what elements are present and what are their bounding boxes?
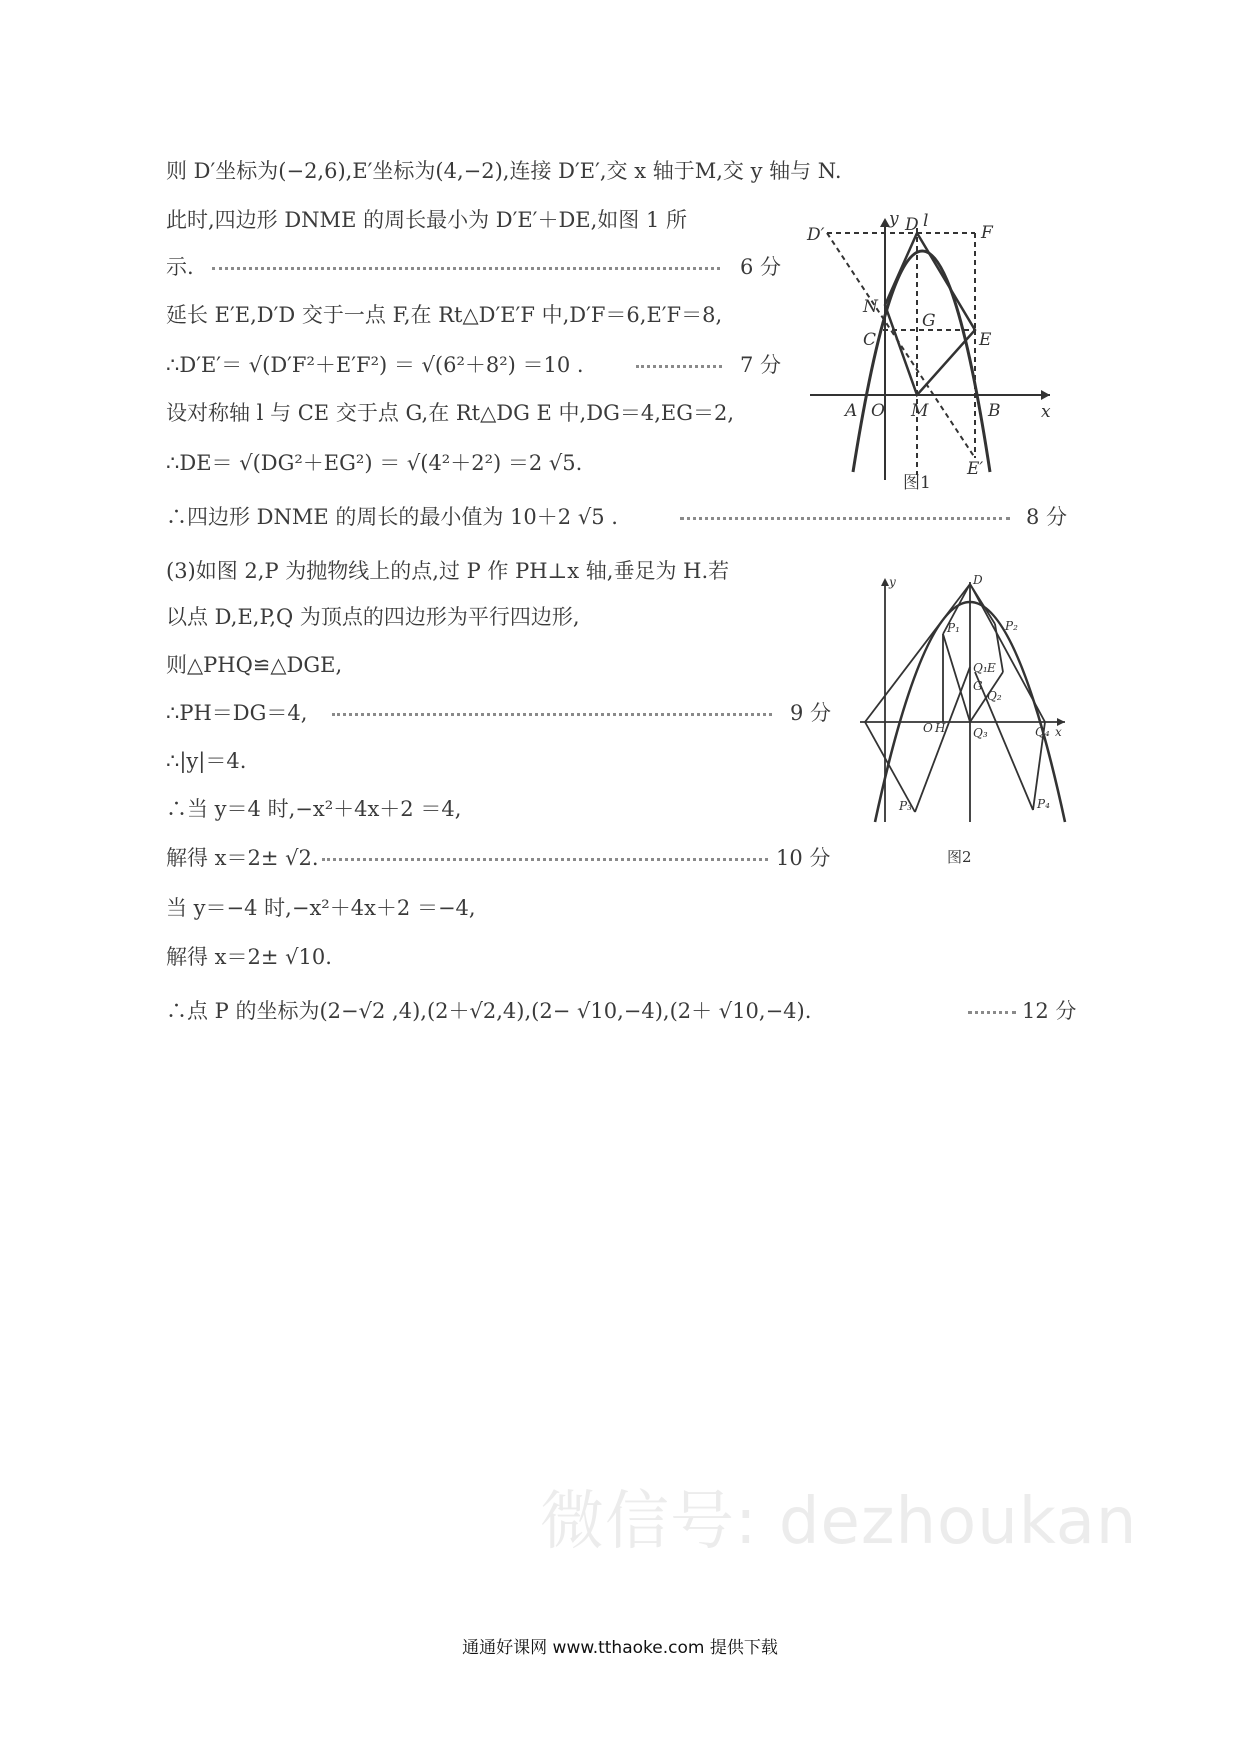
solution-line-10: 以点 D,E,P,Q 为顶点的四边形为平行四边形, bbox=[166, 605, 580, 629]
fig1-label-Dp: D′ bbox=[807, 225, 825, 245]
fig1-label-D: D bbox=[905, 215, 919, 235]
parabola bbox=[853, 251, 990, 472]
x-arrow bbox=[1041, 390, 1050, 400]
fig1-label-F: F bbox=[981, 223, 993, 243]
fig2-label-Q3: Q₃ bbox=[973, 726, 988, 740]
solution-line-16: 当 y＝−4 时,−x²＋4x＋2 ＝−4, bbox=[166, 896, 476, 920]
fig1-label-Ep: E′ bbox=[967, 459, 984, 479]
fig1-label-E: E bbox=[979, 330, 992, 350]
dot-leader bbox=[680, 517, 1010, 520]
solution-line-18: ∴点 P 的坐标为(2−√2 ,4),(2＋√2,4),(2− √10,−4),(2＋ √10,−4). bbox=[166, 999, 812, 1023]
fig1-label-N: N bbox=[863, 297, 878, 317]
solution-line-14: ∴当 y＝4 时,−x²＋4x＋2 ＝4, bbox=[166, 797, 462, 821]
solution-line-11: 则△PHQ≌△DGE, bbox=[166, 653, 343, 677]
line-Q2P2 bbox=[995, 624, 1003, 672]
fig2-label-x: x bbox=[1055, 725, 1062, 739]
score-8: 8 分 bbox=[1026, 505, 1068, 529]
solution-line-15: 解得 x＝2± √2. bbox=[166, 846, 319, 870]
dot-leader bbox=[332, 713, 772, 716]
score-7: 7 分 bbox=[740, 353, 782, 377]
fig1-label-O: O bbox=[871, 401, 885, 421]
y-arrow bbox=[881, 578, 889, 586]
solution-line-12: ∴PH＝DG＝4, bbox=[166, 701, 308, 725]
fig2-caption: 图2 bbox=[947, 848, 972, 866]
figure-1 bbox=[805, 210, 1055, 495]
score-9: 9 分 bbox=[790, 701, 832, 725]
fig2-label-H: H bbox=[935, 721, 946, 735]
fig2-label-P3: P₃ bbox=[899, 799, 912, 813]
solution-line-9: (3)如图 2,P 为抛物线上的点,过 P 作 PH⊥x 轴,垂足为 H.若 bbox=[166, 559, 730, 583]
solution-line-17: 解得 x＝2± √10. bbox=[166, 945, 332, 969]
fig2-label-P2: P₂ bbox=[1005, 619, 1018, 633]
solution-line-4: 延长 E′E,D′D 交于一点 F,在 Rt△D′E′F 中,D′F＝6,E′F＝8, bbox=[166, 303, 723, 327]
fig2-label-Q1: Q₁ bbox=[973, 661, 988, 675]
fig2-label-P4: P₄ bbox=[1037, 797, 1050, 811]
fig1-label-C: C bbox=[863, 330, 877, 350]
solution-line-6: 设对称轴 l 与 CE 交于点 G,在 Rt△DG E 中,DG＝4,EG＝2, bbox=[166, 401, 735, 425]
solution-line-5: ∴D′E′＝ √(D′F²＋E′F²) ＝ √(6²＋8²) ＝10 . bbox=[166, 353, 584, 377]
fig2-label-P1: P₁ bbox=[947, 621, 960, 635]
dot-leader bbox=[212, 267, 720, 270]
line-Q4D bbox=[865, 584, 970, 722]
fig1-label-G: G bbox=[922, 311, 936, 331]
fig2-label-Q4: Q₄ bbox=[1035, 725, 1050, 739]
fig2-label-D: D bbox=[973, 573, 983, 587]
score-10: 10 分 bbox=[776, 846, 831, 870]
dot-leader bbox=[968, 1011, 1016, 1014]
line-P2D bbox=[970, 584, 995, 624]
fig2-label-E: E bbox=[987, 661, 996, 675]
footer: 通通好课网 www.tthaoke.com 提供下载 bbox=[462, 1638, 778, 1658]
line-P4E bbox=[975, 672, 1033, 810]
figure-2 bbox=[855, 572, 1070, 872]
dot-leader bbox=[322, 858, 768, 861]
fig1-label-l: l bbox=[923, 211, 929, 231]
fig1-label-x: x bbox=[1041, 402, 1051, 422]
fig2-label-G: G bbox=[973, 679, 983, 693]
solution-line-3: 示. bbox=[166, 255, 194, 279]
score-6: 6 分 bbox=[740, 255, 782, 279]
fig2-label-Q2: Q₂ bbox=[987, 689, 1002, 703]
score-12: 12 分 bbox=[1022, 999, 1077, 1023]
solution-line-1: 则 D′坐标为(−2,6),E′坐标为(4,−2),连接 D′E′,交 x 轴于M,交 y 轴与 N. bbox=[166, 159, 842, 183]
watermark: 微信号: dezhoukan bbox=[540, 1485, 1138, 1559]
solution-line-2: 此时,四边形 DNME 的周长最小为 D′E′＋DE,如图 1 所 bbox=[166, 208, 687, 232]
solution-line-13: ∴|y|＝4. bbox=[166, 749, 247, 773]
dot-leader bbox=[636, 365, 722, 368]
solution-line-7: ∴DE＝ √(DG²＋EG²) ＝ √(4²＋2²) ＝2 √5. bbox=[166, 451, 583, 475]
line-DQ3 bbox=[970, 584, 1045, 722]
fig2-label-y: y bbox=[889, 575, 896, 589]
fig1-label-A: A bbox=[845, 401, 858, 421]
fig1-caption: 图1 bbox=[903, 473, 931, 493]
fig1-label-B: B bbox=[988, 401, 1001, 421]
solution-line-8: ∴四边形 DNME 的周长的最小值为 10＋2 √5 . bbox=[166, 505, 618, 529]
fig1-label-M: M bbox=[911, 401, 929, 421]
fig2-label-O: O bbox=[923, 721, 933, 735]
fig1-label-y: y bbox=[889, 210, 899, 229]
